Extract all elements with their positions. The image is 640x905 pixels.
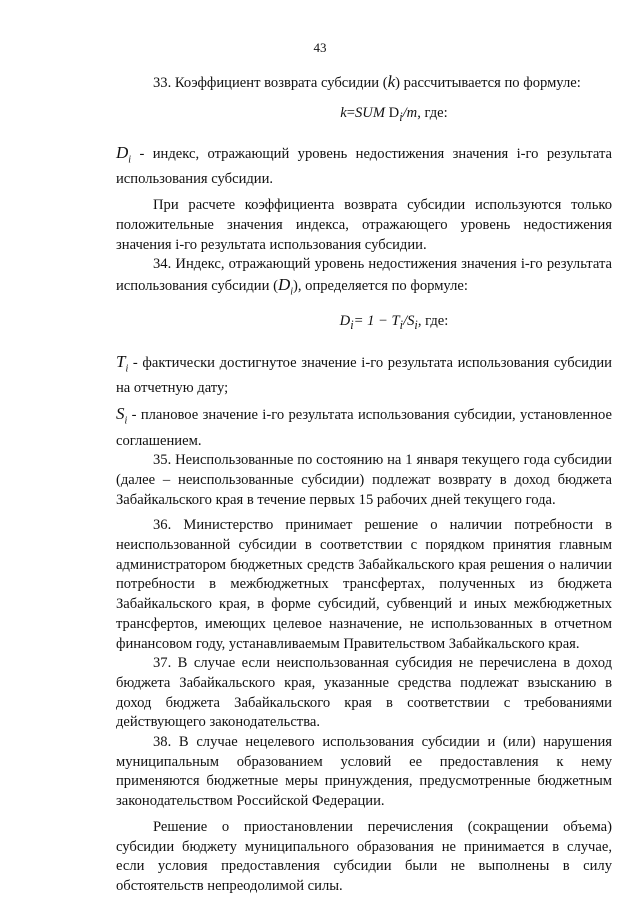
- p33-text-before: 33. Коэффициент возврата субсидии (: [153, 75, 388, 91]
- Ti-symbol: $T_i$: [116, 351, 129, 375]
- paragraph-positive-values: При расчете коэффициента возврата субсидии используются только положительные значения индекса, отражающего уровень недостижения значения i-го результата использования субсидии.: [116, 197, 612, 253]
- paragraph-37: 37. В случае если неиспользованная субсидия не перечислена в доход бюджета Забайкальского края, указанные средства подлежат взысканию в доход бюджета Забайкальского края в соответствии с требованиями действующего законодательства.: [116, 655, 612, 731]
- definition-Di: [116, 143, 612, 190]
- p33-text-after: ) рассчитывается по формуле:: [395, 75, 581, 91]
- definition-Di-text: - индекс, отражающий уровень недостижения значения i-го результата использования субсидии.: [116, 146, 612, 188]
- definition-Si: [116, 404, 612, 451]
- definition-Ti: [116, 352, 612, 399]
- definition-Si-text: - плановое значение i-го результата использования субсидии, установленное соглашением.: [116, 407, 612, 449]
- Di-symbol: $D_i$: [116, 143, 132, 166]
- paragraph-34: 34. Индекс, отражающий уровень недостижения значения i-го результата использования субсидии $(D_i)$, определяется по формуле:: [116, 256, 612, 298]
- Di-symbol-inline: $D_i$: [277, 274, 293, 298]
- paragraph-35: 35. Неиспользованные по состоянию на 1 января текущего года субсидии (далее – неиспользованные субсидии) подлежат возврату в доход бюджета Забайкальского края в течение первых 15 рабочих дней текущего года.: [116, 452, 612, 508]
- paragraph-36: 36. Министерство принимает решение о наличии потребности в неиспользованной субсидии в соответствии с порядком принятия главным администратором бюджетных средств Забайкальского края решения о наличии потребности в межбюджетных трансфертах, полученных из бюджета Забайкальского края, в форме субсидий, субвенций и иных межбюджетных трансфертов, имеющих целевое назначение, не использованных в отчетном финансовом году, устанавливаемым Правительством Забайкальского края.: [116, 517, 612, 652]
- Si-symbol: $S_i$: [116, 404, 128, 427]
- paragraph-38: 38. В случае нецелевого использования субсидии и (или) нарушения муниципальным образованием условий ее предоставления к нему применяются бюджетные меры принуждения, предусмотренные бюджетным законодательством Российской Федерации.: [116, 734, 612, 810]
- formula-k: k=SUM $D_i/m$, где:: [340, 104, 448, 124]
- page-number: 43: [313, 40, 327, 55]
- formula-d: $D_i= 1 - T_i/S_i$, где:: [339, 313, 449, 332]
- paragraph-33: [116, 72, 612, 94]
- document-body: [116, 72, 612, 897]
- k-symbol: k: [387, 72, 396, 91]
- definition-Ti-text: - фактически достигнутое значение i-го результата использования субсидии на отчетную дату;: [116, 354, 612, 396]
- paragraph-decision: Решение о приостановлении перечисления (сокращении объема) субсидии бюджету муниципального образования не принимается в случае, если условия предоставления субсидии были не выполнены в силу обстоятельств непреодолимой силы.: [116, 818, 612, 894]
